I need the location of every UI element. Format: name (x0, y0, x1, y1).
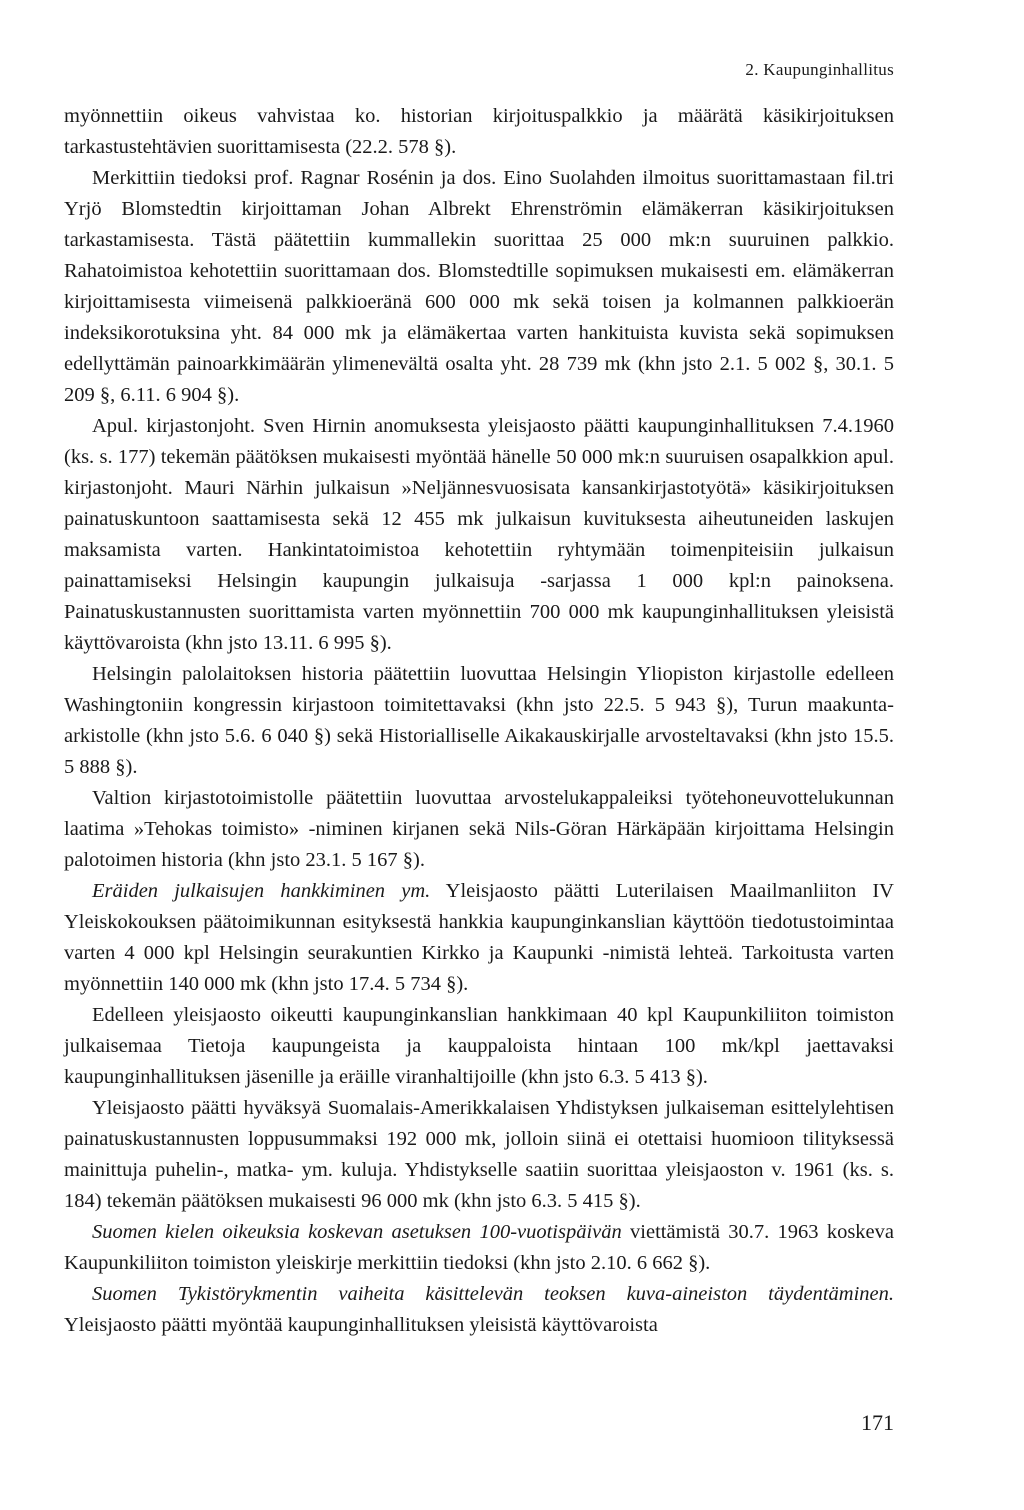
paragraph-9-text: viettämistä 30.7. 1963 koskeva Kaupunkiliiton toimiston yleiskirje merkittiin tiedoksi (khn jsto 2.10. 6 662 §). (64, 1221, 894, 1274)
paragraph-10 (64, 1279, 894, 1341)
italic-lead-9: Suomen kielen oikeuksia koskevan asetuksen 100-vuotispäivän (92, 1221, 622, 1243)
section-heading-italic-2: Suomen Tykistörykmentin vaiheita käsittelevän teoksen kuva-aineiston täydentäminen. (92, 1283, 894, 1305)
body-text (64, 101, 894, 1341)
paragraph-9 (64, 1217, 894, 1279)
paragraph-6 (64, 876, 894, 1000)
running-head: 2. Kaupunginhallitus (745, 60, 894, 79)
paragraph-6-text: Yleisjaosto päätti Luterilaisen Maailmanliiton IV Yleiskokouksen päätoimikunnan esityksestä hankkia kaupunginkanslian käyttöön tiedotustoimintaa varten 4 000 kpl Helsingin seurakuntien Kirkko ja Kaupunki -nimistä lehteä. Tarkoitusta varten myönnettiin 140 000 mk (khn jsto 17.4. 5 734 §). (64, 880, 894, 995)
paragraph-4: Helsingin palolaitoksen historia päätettiin luovuttaa Helsingin Yliopiston kirjastolle edelleen Washingtoniin kongressin kirjastoon toimitettavaksi (khn jsto 22.5. 5 943 §), Turun maakunta-arkistolle (khn jsto 5.6. 6 040 §) sekä Historialliselle Aikakauskirjalle arvosteltavaksi (khn jsto 15.5. 5 888 §). (64, 663, 894, 778)
paragraph-7: Edelleen yleisjaosto oikeutti kaupunginkanslian hankkimaan 40 kpl Kaupunkiliiton toimiston julkaisemaa Tietoja kaupungeista ja kauppaloista hintaan 100 mk/kpl jaettavaksi kaupunginhallituksen jäsenille ja eräille viranhaltijoille (khn jsto 6.3. 5 413 §). (64, 1004, 894, 1088)
section-heading-italic: Eräiden julkaisujen hankkiminen ym. (92, 880, 431, 902)
paragraph-8: Yleisjaosto päätti hyväksyä Suomalais-Amerikkalaisen Yhdistyksen julkaiseman esittelylehtisen painatuskustannusten loppusummaksi 192 000 mk, jolloin siinä ei otettaisi huomioon tilityksessä mainittuja puhelin-, matka- ym. kuluja. Yhdistykselle saatiin suorittaa yleisjaoston v. 1961 (ks. s. 184) tekemän päätöksen mukaisesti 96 000 mk (khn jsto 6.3. 5 415 §). (64, 1097, 894, 1212)
paragraph-1: myönnettiin oikeus vahvistaa ko. historian kirjoituspalkkio ja määrätä käsikirjoituksen tarkastustehtävien suorittamisesta (22.2. 578 §). (64, 105, 894, 158)
paragraph-2: Merkittiin tiedoksi prof. Ragnar Rosénin ja dos. Eino Suolahden ilmoitus suorittamastaan fil.tri Yrjö Blomstedtin kirjoittaman Johan Albrekt Ehrenströmin elämäkerran käsikirjoituksen tarkastamisesta. Tästä päätettiin kummallekin suorittaa 25 000 mk:n suuruinen palkkio. Rahatoimistoa kehotettiin suorittamaan dos. Blomstedtille sopimuksen mukaisesti em. elämäkerran kirjoittamisesta viimeisenä palkkioeränä 600 000 mk sekä toisen ja kolmannen palkkioerän indeksikorotuksina yht. 84 000 mk ja elämäkertaa varten hankituista kuvista sekä sopimuksen edellyttämän painoarkkimäärän ylimenevältä osalta yht. 28 739 mk (khn jsto 2.1. 5 002 §, 30.1. 5 209 §, 6.11. 6 904 §). (64, 167, 894, 406)
paragraph-10-text: Yleisjaosto päätti myöntää kaupunginhallituksen yleisistä käyttövaroista (64, 1314, 658, 1336)
paragraph-5: Valtion kirjastotoimistolle päätettiin luovuttaa arvostelukappaleiksi työtehoneuvottelukunnan laatima »Tehokas toimisto» -niminen kirjanen sekä Nils-Göran Härkäpään kirjoittama Helsingin palotoimen historia (khn jsto 23.1. 5 167 §). (64, 787, 894, 871)
paragraph-3: Apul. kirjastonjoht. Sven Hirnin anomuksesta yleisjaosto päätti kaupunginhallituksen 7.4.1960 (ks. s. 177) tekemän päätöksen mukaisesti myöntää hänelle 50 000 mk:n suuruisen osapalkkion apul. kirjastonjoht. Mauri Närhin julkaisun »Neljännesvuosisata kansankirjastotyötä» käsikirjoituksen painatuskuntoon saattamisesta sekä 12 455 mk julkaisun kuvituksesta aiheutuneiden laskujen maksamista varten. Hankintatoimistoa kehotettiin ryhtymään toimenpiteisiin julkaisun painattamiseksi Helsingin kaupungin julkaisuja -sarjassa 1 000 kpl:n painoksena. Painatuskustannusten suorittamista varten myönnettiin 700 000 mk kaupunginhallituksen yleisistä käyttövaroista (khn jsto 13.11. 6 995 §). (64, 415, 894, 654)
page-number: 171 (861, 1410, 894, 1435)
document-page (64, 0, 894, 1510)
